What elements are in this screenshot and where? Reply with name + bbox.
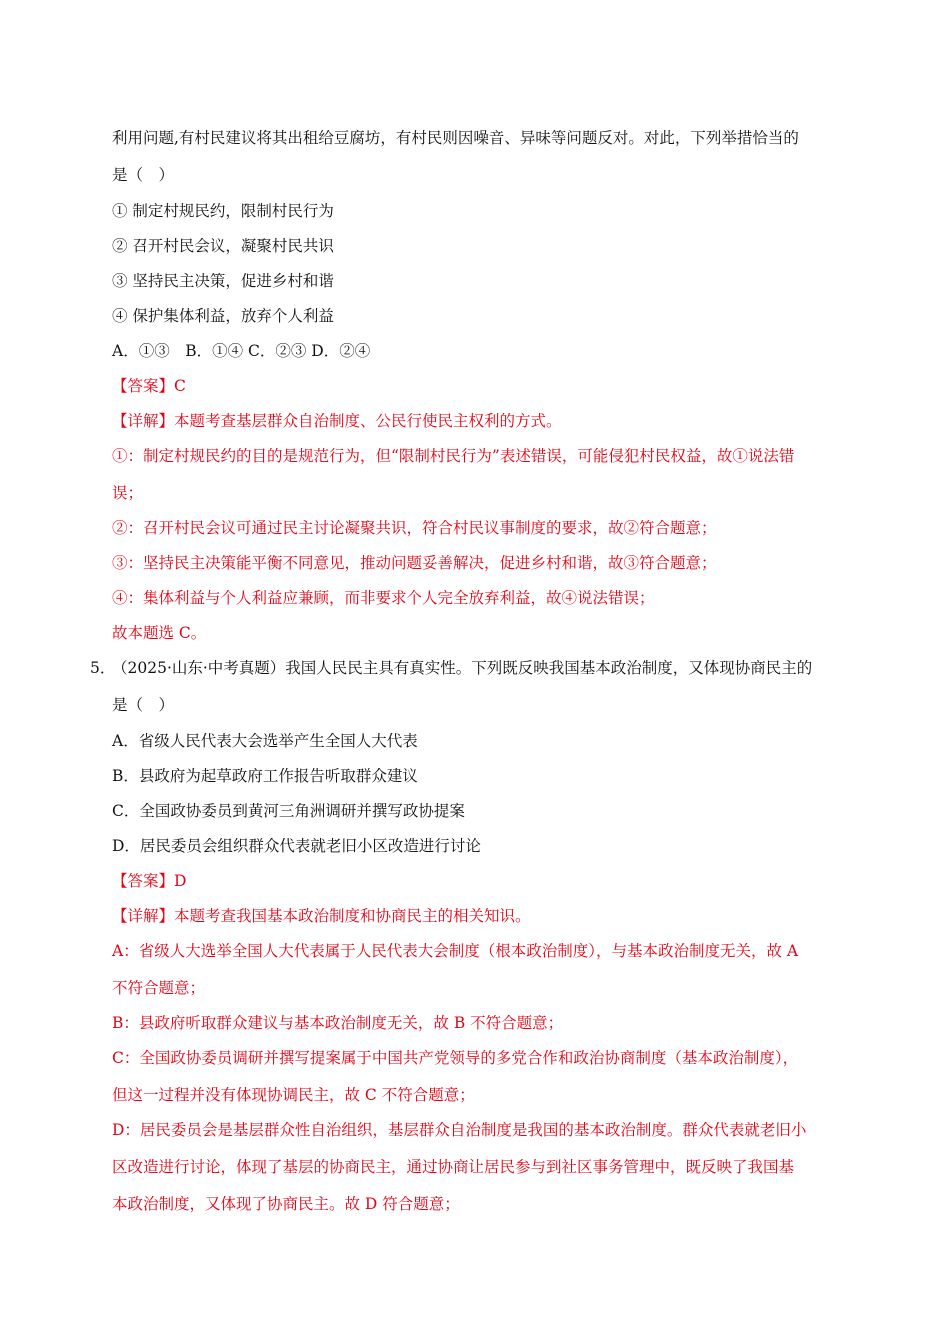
q5-explanation-a-line2: 不符合题意； (112, 979, 206, 997)
q4-explanation-2: ②：召开村民会议可通过民主讨论凝聚共识，符合村民议事制度的要求，故②符合题意； (112, 519, 717, 537)
q5-explanation-c-line1: C：全国政协委员调研并撰写提案属于中国共产党领导的多党合作和政治协商制度（基本政治制度）， (112, 1049, 799, 1067)
q4-option-3: ③ 坚持民主决策，促进乡村和谐 (112, 272, 334, 290)
q4-conclusion: 故本题选 C。 (112, 624, 207, 642)
q4-choices: A．①③ B．①④ C．②③ D．②④ (112, 342, 371, 360)
q5-explanation-d-line1: D：居民委员会是基层群众性自治组织，基层群众自治制度是我国的基本政治制度。群众代表就老旧小 (112, 1121, 807, 1139)
q5-explanation-b: B：县政府听取群众建议与基本政治制度无关，故 B 不符合题意； (112, 1014, 564, 1032)
q4-explanation-1-line2: 误； (112, 484, 144, 502)
q5-explanation-d-line2: 区改造进行讨论，体现了基层的协商民主，通过协商让居民参与到社区事务管理中，既反映了我国基 (112, 1158, 795, 1176)
q5-explanation-c-line2: 但这一过程并没有体现协调民主，故 C 不符合题意； (112, 1086, 475, 1104)
q5-option-b: B．县政府为起草政府工作报告听取群众建议 (112, 767, 418, 785)
q4-explanation-4: ④：集体利益与个人利益应兼顾，而非要求个人完全放弃利益，故④说法错误； (112, 589, 655, 607)
q5-answer: 【答案】D (112, 872, 187, 890)
q5-stem-line1: （2025·山东·中考真题）我国人民民主具有真实性。下列既反映我国基本政治制度，又体现协商民主的 (112, 659, 813, 677)
q5-explanation-a-line1: A：省级人大选举全国人大代表属于人民代表大会制度（根本政治制度），与基本政治制度无关，故 A (112, 942, 799, 960)
q4-option-4: ④ 保护集体利益，放弃个人利益 (112, 307, 334, 325)
q4-answer: 【答案】C (112, 377, 186, 395)
q5-detail-intro: 【详解】本题考查我国基本政治制度和协商民主的相关知识。 (112, 907, 531, 925)
q5-stem-line2: 是（ ） (112, 696, 175, 714)
q5-explanation-d-line3: 本政治制度，又体现了协商民主。故 D 符合题意； (112, 1195, 460, 1213)
q5-option-d: D．居民委员会组织群众代表就老旧小区改造进行讨论 (112, 837, 481, 855)
q5-option-c: C．全国政协委员到黄河三角洲调研并撰写政协提案 (112, 802, 465, 820)
q5-option-a: A．省级人民代表大会选举产生全国人大代表 (112, 732, 418, 750)
q4-detail-intro: 【详解】本题考查基层群众自治制度、公民行使民主权利的方式。 (112, 412, 562, 430)
q4-stem-line1: 利用问题,有村民建议将其出租给豆腐坊，有村民则因噪音、异味等问题反对。对此，下列举措恰当的 (112, 129, 799, 147)
q4-explanation-1-line1: ①：制定村规民约的目的是规范行为，但“限制村民行为”表述错误，可能侵犯村民权益，故①说法错 (112, 447, 795, 465)
q4-stem-line2: 是（ ） (112, 166, 175, 184)
q5-number: 5． (90, 659, 116, 677)
q4-explanation-3: ③：坚持民主决策能平衡不同意见，推动问题妥善解决，促进乡村和谐，故③符合题意； (112, 554, 717, 572)
q4-option-1: ① 制定村规民约，限制村民行为 (112, 202, 334, 220)
q4-option-2: ② 召开村民会议，凝聚村民共识 (112, 237, 334, 255)
